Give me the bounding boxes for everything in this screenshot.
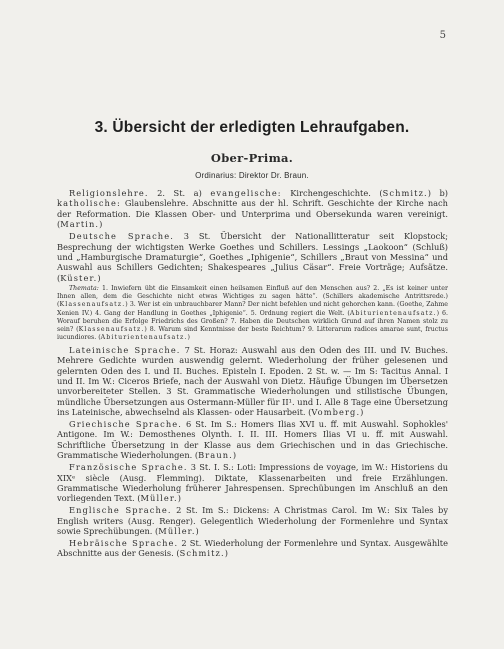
ordinarius-line: Ordinarius: Direktor Dr. Braun. [195, 171, 309, 180]
paragraph-griechisch [57, 419, 448, 461]
text-run: ) [97, 272, 101, 283]
subject-term: katholische: [57, 198, 121, 209]
text-run: ) [187, 334, 190, 342]
teacher-name: Müller. [140, 493, 178, 504]
text-run: ) [99, 219, 103, 230]
paragraph-hebraeisch [57, 538, 448, 559]
text-run: ) 6. Worauf beruhen die Erfolge Friedrichs des Großen? 7. Haben die Deutschen wirklich Grund auf ihren Namen stolz zu sein? ( [57, 309, 449, 334]
teacher-name: Küster. [60, 272, 98, 283]
text-run: 2 St. Wiederholung der Formenlehre und Syntax. Ausgewählte Abschnitte aus der Genesis. ( [57, 538, 448, 559]
subject-term: Religionslehre. [69, 188, 149, 198]
paragraph-religion [57, 188, 448, 230]
text-run: ) [195, 526, 199, 537]
teacher-name: Schmitz. [179, 548, 225, 559]
text-run: 3 St. I. S.: Loti: Impressions de voyage, im W.: Historiens du XIXᵉ siècle (Ausg. Flemming). Diktate, Klassenarbeiten und freie Erzählungen. Grammatische Wiederholung früherer Jahrespensen. Sprechübungen im Anschluß an den vorliegenden Text. ( [57, 462, 449, 504]
text-run: ) [177, 493, 181, 504]
text-run: ) [224, 548, 228, 559]
teacher-name: Vomberg. [311, 407, 361, 418]
paragraph-englisch [57, 505, 448, 536]
teacher-name: Müller. [158, 526, 196, 537]
text-run: Kirchengeschichte. ( [281, 188, 383, 198]
subject-term: Englische Sprache. [69, 505, 172, 516]
text-run: ) [360, 407, 364, 418]
subject-term: Deutsche Sprache. [69, 231, 174, 242]
teacher-name: Schmitz. [382, 188, 428, 198]
subject-term: Hebräische Sprache. [69, 538, 179, 549]
teacher-name: Martin. [60, 219, 100, 230]
class-title: Ober-Prima. [210, 151, 294, 165]
text-run: 2. St. a) [148, 188, 211, 198]
text-run: 2 St. Im S.: Dickens: A Christmas Carol. Im W.: Six Tales by English writers (Ausg. Renger). Gelegentlich Wiederholung der Formenlehre und Syntax sowie Sprechübungen. ( [57, 505, 449, 537]
text-run: ) b) [427, 188, 449, 198]
text-run: Glaubenslehre. Abschnitte aus der hl. Schrift. Geschichte der Kirche nach der Reformation. Die Klassen Ober- und Unterprima und Obersekunda waren vereinigt. ( [57, 198, 448, 230]
subject-term: Lateinische Sprache. [69, 344, 181, 355]
subject-term: Griechische Sprache. [69, 419, 182, 430]
paragraph-deutsch [57, 231, 448, 283]
text-run: Abiturientenaufsatz. [349, 309, 437, 317]
paragraph-franzoesisch [57, 462, 448, 504]
body-text [57, 188, 448, 560]
page-number: 5 [439, 30, 446, 41]
text-run: 6 St. Im S.: Homers Ilias XVI u. ff. mit Auswahl. Sophokles' Antigone. Im W.: Demosthenes Olynth. I. II. III. Homers Ilias VI u. ff. mit Auswahl. Schriftliche Übersetzung in der Klasse aus dem Griechischen und in das Griechische. Grammatische Wiederholungen. ( [57, 419, 448, 461]
section-heading: 3. Übersicht der erledigten Lehraufgaben. [94, 119, 410, 136]
text-run: 3 St. Übersicht der Nationallitteratur seit Klopstock; Besprechung der wichtigsten Werke Goethes und Schillers. Lessings „Laokoon“ (Schluß) und „Hamburgische Dramaturgie“, Goethes „Iphigenie“, Schillers „Braut von Messina“ und Auswahl aus Schillers Gedichten; Shakespeares „Julius Cäsar“. Freie Vorträge; Aufsätze. ( [57, 231, 448, 283]
paragraph-latein [57, 345, 448, 418]
subject-term: evangelische: [210, 188, 282, 198]
subject-term: Französische Sprache. [69, 462, 188, 473]
paragraph-themata [57, 285, 448, 343]
text-run: ) 8. Warum sind Kenntnisse der beste Reichtum? 9. Litterarum radices amarae sunt, fructus iucundiores. ( [57, 326, 448, 342]
teacher-name: Braun. [198, 450, 233, 461]
text-run: Klassenaufsatz. [59, 301, 126, 309]
text-run: Klassenaufsatz. [78, 326, 145, 334]
text-run: ) [232, 450, 237, 461]
text-run: 1. Inwiefern übt die Einsamkeit einen heilsamen Einfluß auf den Menschen aus? 2. „Es ist keiner unter Ihnen allen, dem die Geschichte nicht etwas Wichtiges zu sagen hätte“. (Schillers akademische Antrittsrede.) ( [57, 284, 448, 309]
themata-label: Themata: [69, 284, 99, 292]
text-run: Abiturientenaufsatz. [100, 334, 188, 342]
text-run: ) 3. Wer ist ein unbrauchbarer Mann? Der nicht befehlen und nicht gehorchen kann. (Goethe, Zahme Xenien IV.) 4. Gang der Handlung in Goethes „Iphigenie“. 5. Ordnung regiert die Welt. ( [57, 301, 448, 317]
text-run: 7 St. Horaz: Auswahl aus den Oden des III. und IV. Buches. Mehrere Gedichte wurden auswendig gelernt. Wiederholung der früher gelesenen und gelernten Oden des I. und II. Buches. Episteln I. Epoden. 2 St. w. — Im S: Tacitus Annal. I und II. Im W.: Ciceros Briefe, nach der Auswahl von Dietz. Häufige Übungen im Übersetzen unvorbereiteter Stellen. 3 St. Grammatische Wiederholungen und stilistische Übungen, mündliche Übersetzungen aus Ostermann-Müller für II¹. und I. Alle 8 Tage eine Übersetzung ins Lateinische, abwechselnd als Klassen- oder Hausarbeit. ( [57, 344, 448, 418]
